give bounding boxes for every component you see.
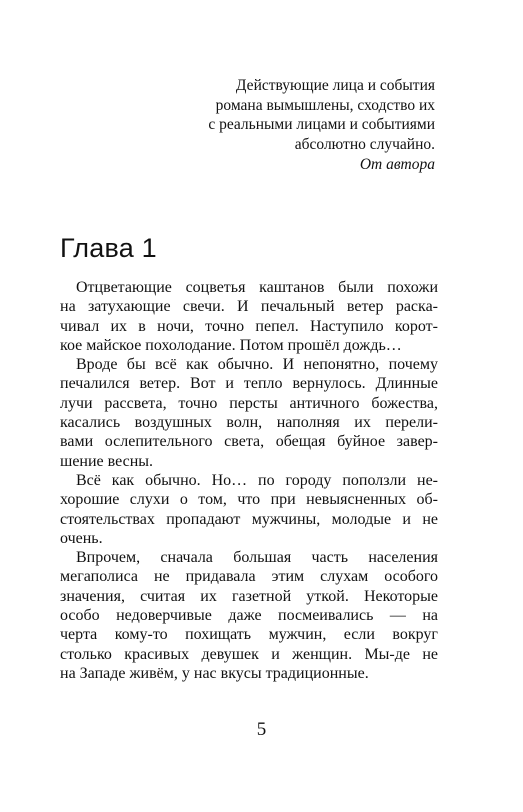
text-line: особо недоверчивые даже посмеивались — на [60, 607, 438, 625]
body-text [60, 278, 438, 683]
text-line: на Западе живём, у нас вкусы традиционные. [60, 664, 369, 682]
text-line: вами ослепительного света, обещая буйное завер- [60, 433, 438, 451]
paragraph [60, 548, 438, 683]
text-line: печалился ветер. Вот и тепло вернулось. Длинные [60, 375, 438, 393]
text-line: хорошие слухи о том, что при невыясненных об- [60, 491, 438, 509]
text-line: Вроде бы всё как обычно. И непонятно, почему [76, 356, 438, 374]
text-line: стоятельствах пропадают мужчины, молодые и не [60, 510, 438, 528]
text-line: лучи рассвета, точно персты античного божества, [60, 394, 438, 412]
epigraph [135, 76, 435, 175]
paragraph [60, 278, 438, 355]
text-line: очень. [60, 529, 103, 547]
text-line: черта кому-то похищать мужчин, если вокруг [60, 626, 438, 644]
epigraph-line: Действующие лица и события [235, 77, 435, 94]
text-line: шение весны. [60, 452, 154, 470]
text-line: мегаполиса не придавала этим слухам особого [60, 568, 438, 586]
paragraph [60, 355, 438, 471]
text-line: касались воздушных волн, наполняя их перели- [60, 414, 438, 432]
text-line: Отцветающие соцветья каштанов были похожи [76, 279, 438, 296]
epigraph-line: романа вымышлены, сходство их [215, 96, 435, 114]
text-line: Впрочем, сначала большая часть населения [76, 549, 438, 567]
text-line: значения, считая их газетной уткой. Некоторые [60, 587, 438, 605]
text-line: кое майское похолодание. Потом прошёл дождь… [60, 336, 402, 354]
epigraph-line: абсолютно случайно. [294, 135, 435, 153]
text-line: столько красивых девушек и женщин. Мы-де не [60, 645, 438, 663]
paragraph [60, 471, 438, 548]
text-line: чивал их в ночи, точно пепел. Наступило корот- [60, 317, 438, 335]
chapter-title: Глава 1 [60, 233, 157, 263]
page-number: 5 [256, 719, 267, 740]
epigraph-line: с реальными лицами и событиями [208, 116, 435, 133]
text-line: Всё как обычно. Но… по городу поползли не- [76, 471, 438, 489]
epigraph-author: От автора [359, 156, 435, 173]
text-line: на затухающие свечи. И печальный ветер раска- [60, 298, 438, 316]
